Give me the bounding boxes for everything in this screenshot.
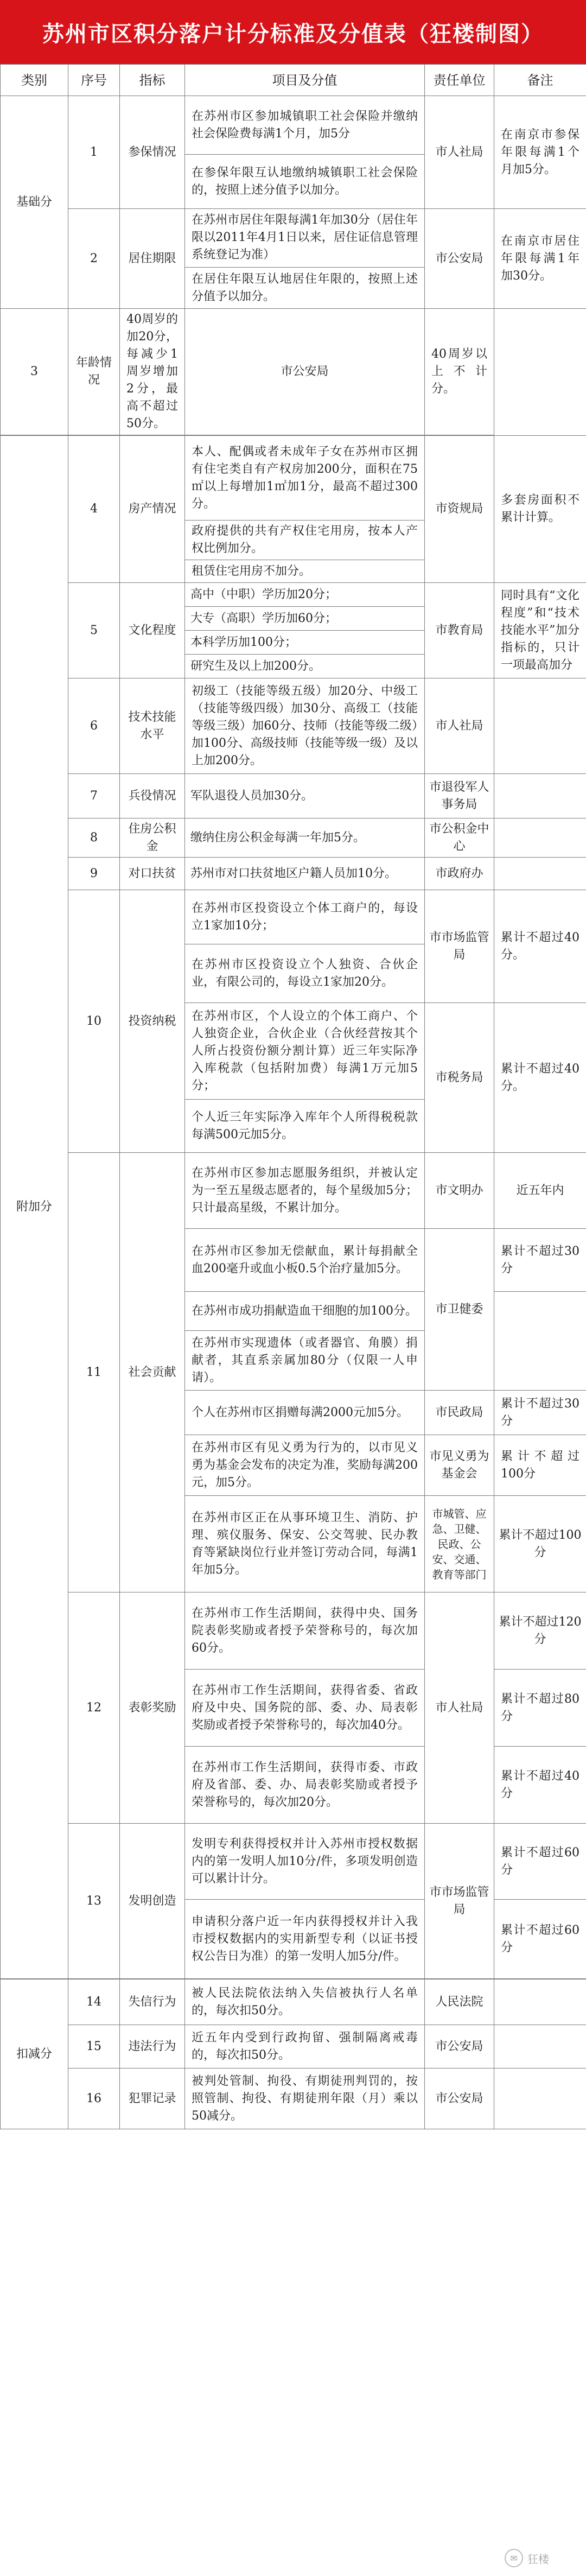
row-number: 6 (68, 678, 120, 774)
score-table (0, 64, 586, 435)
note-text: 累计不超过40分。 (494, 1003, 586, 1153)
table-row (1, 858, 586, 890)
indicator-name: 投资纳税 (120, 890, 185, 1153)
note-text (494, 819, 586, 858)
table-row (1, 819, 586, 858)
table-row (1, 1824, 586, 1900)
item-text: 在苏州市区参加志愿服务组织，并被认定为一至五星级志愿者的，每个星级加5分；只计最高星级，不累计加分。 (185, 1153, 425, 1229)
row-number: 13 (68, 1824, 120, 1979)
item-text: 在苏州市成功捐献造血干细胞的加100分。 (185, 1292, 425, 1331)
responsible-unit: 市人社局 (425, 96, 494, 209)
note-text: 同时具有“文化程度”和“技术技能水平”加分指标的，只计一项最高加分 (494, 583, 586, 678)
indicator-name: 发明创造 (120, 1824, 185, 1979)
item-text: 在苏州市工作生活期间，获得市委、市政府及省部、委、办、局表彰奖励或者授予荣誉称号的，每次加20分。 (185, 1747, 425, 1824)
item-text: 在苏州市居住年限每满1年加30分（居住年限以2011年4月1日以来，居住证信息管理系统登记为准） (192, 213, 418, 262)
responsible-unit: 市见义勇为基金会 (425, 1435, 494, 1496)
item-text: 军队退役人员加30分。 (185, 774, 425, 819)
note-text: 在南京市居住年限每满1年加30分。 (494, 209, 586, 309)
responsible-unit: 人民法院 (425, 1979, 494, 2025)
row-number: 11 (68, 1153, 120, 1592)
responsible-unit: 市人社局 (425, 678, 494, 774)
indicator-name: 文化程度 (120, 583, 185, 678)
responsible-unit: 市城管、应急、卫健、民政、公安、交通、教育等部门 (425, 1496, 494, 1592)
header-notes: 备注 (494, 65, 586, 96)
item-text: 苏州市对口扶贫地区户籍人员加10分。 (185, 858, 425, 890)
indicator-name: 违法行为 (120, 2025, 185, 2069)
row-number: 2 (68, 209, 120, 309)
responsible-unit: 市政府办 (425, 858, 494, 890)
note-text: 累计不超过100分 (494, 1435, 586, 1496)
note-text: 40周岁以上不计分。 (425, 309, 494, 435)
indicator-name: 住房公积金 (120, 819, 185, 858)
indicator-name: 失信行为 (120, 1979, 185, 2025)
row-number: 3 (1, 309, 68, 435)
note-text: 累计不超过60分 (494, 1824, 586, 1900)
note-text: 累计不超过30分 (494, 1229, 586, 1292)
row-number: 14 (68, 1979, 120, 2025)
item-text: 在苏州市区参加无偿献血，累计每捐献全血200毫升或血小板0.5个治疗量加5分。 (185, 1229, 425, 1292)
header-unit: 责任单位 (425, 65, 494, 96)
category-deduction: 扣减分 (1, 1979, 68, 2129)
responsible-unit: 市市场监管局 (425, 1824, 494, 1979)
item-text: 在苏州市区投资设立个人独资、合伙企业，有限公司的，每设立1家加20分。 (185, 944, 425, 1003)
responsible-unit: 市市场监管局 (425, 890, 494, 1003)
responsible-unit: 市卫健委 (425, 1229, 494, 1391)
item-text: 本科学历加100分； (185, 631, 425, 655)
indicator-name: 对口扶贫 (120, 858, 185, 890)
row-number: 4 (68, 436, 120, 583)
note-text: 近五年内 (494, 1153, 586, 1229)
note-empty (494, 1292, 586, 1391)
table-row (1, 2069, 586, 2129)
indicator-name: 社会贡献 (120, 1153, 185, 1592)
responsible-unit: 市公安局 (425, 2025, 494, 2069)
note-text: 累计不超过100分 (494, 1496, 586, 1592)
item-text: 在苏州市区投资设立个体工商户的，每设立1家加10分； (185, 890, 425, 944)
responsible-unit: 市公积金中心 (425, 819, 494, 858)
item-cell (185, 209, 425, 309)
page-title: 苏州市区积分落户计分标准及分值表（狂楼制图） (0, 0, 586, 64)
table-row (1, 209, 586, 309)
score-table-deduction (0, 1979, 586, 2129)
item-text: 高中（中职）学历加20分； (185, 583, 425, 607)
responsible-unit: 市民政局 (425, 1391, 494, 1435)
item-text: 研究生及以上加200分。 (185, 655, 425, 678)
note-text: 累计不超过60分 (494, 1900, 586, 1979)
note-text (494, 858, 586, 890)
responsible-unit: 市教育局 (425, 583, 494, 678)
responsible-unit: 市资规局 (425, 436, 494, 583)
responsible-unit: 市公安局 (425, 209, 494, 309)
item-text: 缴纳住房公积金每满一年加5分。 (185, 819, 425, 858)
item-text: 被人民法院依法纳入失信被执行人名单的，每次扣50分。 (185, 1979, 425, 2025)
indicator-name: 犯罪记录 (120, 2069, 185, 2129)
row-number: 12 (68, 1592, 120, 1824)
table-row (1, 2025, 586, 2069)
item-text: 在苏州市区正在从事环境卫生、消防、护理、殡仪服务、保安、公交驾驶、民办教育等紧缺岗位行业并签订劳动合同，每满1年加5分。 (185, 1496, 425, 1592)
note-text: 累计不超过30分 (494, 1391, 586, 1435)
item-text: 本人、配偶或者未成年子女在苏州市区拥有住宅类自有产权房加200分，面积在75㎡以上每增加1㎡加1分，最高不超过300分。 (185, 436, 425, 521)
row-number: 7 (68, 774, 120, 819)
note-text: 累计不超过120分 (494, 1592, 586, 1670)
row-number: 9 (68, 858, 120, 890)
watermark-text: 狂楼 (527, 2552, 549, 2566)
row-number: 15 (68, 2025, 120, 2069)
item-text: 在苏州市区参加城镇职工社会保险并缴纳社会保险费每满1个月，加5分 (185, 96, 425, 155)
table-row (1, 1153, 586, 1229)
item-text: 政府提供的共有产权住宅用房，按本人产权比例加分。 (185, 521, 425, 560)
indicator-name: 居住期限 (120, 209, 185, 309)
responsible-unit: 市文明办 (425, 1153, 494, 1229)
item-text: 初级工（技能等级五级）加20分、中级工（技能等级四级）加30分、高级工（技能等级三级）加60分、技师（技能等级二级）加100分、高级技师（技能等级一级）及以上加200分。 (185, 678, 425, 774)
header-number: 序号 (68, 65, 120, 96)
wechat-icon: ✉ (505, 2549, 523, 2567)
note-text: 累计不超过40分。 (494, 890, 586, 1003)
table-row (1, 1979, 586, 2025)
item-text: 被判处管制、拘役、有期徒刑判罚的，按照管制、拘役、有期徒刑年限（月）乘以50减分。 (185, 2069, 425, 2129)
responsible-unit: 市公安局 (185, 309, 425, 435)
indicator-name: 参保情况 (120, 96, 185, 209)
header-items: 项目及分值 (185, 65, 425, 96)
score-table-additional (0, 435, 586, 1979)
note-text: 多套房面积不累计计算。 (494, 436, 586, 583)
indicator-name: 表彰奖励 (120, 1592, 185, 1824)
table-row (1, 583, 586, 607)
item-text: 个人近三年实际净入库年个人所得税税款每满500元加5分。 (185, 1100, 425, 1153)
table-row (1, 890, 586, 944)
note-text (494, 774, 586, 819)
note-text (494, 1979, 586, 2025)
table-header-row (1, 65, 586, 96)
indicator-name: 房产情况 (120, 436, 185, 583)
table-row (1, 1592, 586, 1670)
header-indicator: 指标 (120, 65, 185, 96)
item-text: 近五年内受到行政拘留、强制隔离戒毒的，每次扣50分。 (185, 2025, 425, 2069)
row-number: 10 (68, 890, 120, 1153)
indicator-name: 技术技能水平 (120, 678, 185, 774)
item-text: 大专（高职）学历加60分； (185, 607, 425, 631)
item-text: 在居住年限互认地居住年限的，按照上述分值予以加分。 (185, 267, 424, 306)
note-text (494, 2025, 586, 2069)
responsible-unit: 市税务局 (425, 1003, 494, 1153)
note-text: 累计不超过40分 (494, 1747, 586, 1824)
note-text (494, 2069, 586, 2129)
category-basic: 基础分 (1, 96, 68, 309)
responsible-unit: 市公安局 (425, 2069, 494, 2129)
item-text: 发明专利获得授权并计入苏州市授权数据内的第一发明人加10分/件，多项发明创造可以累计计分。 (185, 1824, 425, 1900)
row-number: 5 (68, 583, 120, 678)
item-text: 在苏州市区有见义勇为行为的，以市见义勇为基金会发布的决定为准，奖励每满200元，加5分。 (185, 1435, 425, 1496)
category-additional: 附加分 (1, 436, 68, 1979)
table-row (1, 774, 586, 819)
indicator-name: 兵役情况 (120, 774, 185, 819)
watermark (505, 2546, 578, 2571)
row-number: 8 (68, 819, 120, 858)
indicator-name: 年龄情况 (68, 309, 120, 435)
header-category: 类别 (1, 65, 68, 96)
item-text: 在苏州市区，个人设立的个体工商户、个人独资企业，合伙企业（合伙经营按其个人所占投资份额分割计算）近三年实际净入库税款（包括附加费）每满1万元加5分； (185, 1003, 425, 1100)
table-row (1, 436, 586, 521)
table-row (1, 309, 586, 435)
item-text: 在苏州市工作生活期间，获得省委、省政府及中央、国务院的部、委、办、局表彰奖励或者授予荣誉称号的，每次加40分。 (185, 1670, 425, 1747)
note-text: 在南京市参保年限每满1个月加5分。 (494, 96, 586, 209)
row-number: 1 (68, 96, 120, 209)
table-row (1, 96, 586, 155)
item-text: 在苏州市实现遗体（或者器官、角膜）捐献者，其直系亲属加80分（仅限一人申请）。 (185, 1331, 425, 1391)
responsible-unit: 市退役军人事务局 (425, 774, 494, 819)
item-text: 租赁住宅用房不加分。 (185, 560, 425, 583)
table-row (1, 678, 586, 774)
note-text (494, 678, 586, 774)
row-number: 16 (68, 2069, 120, 2129)
item-text: 在苏州市工作生活期间，获得中央、国务院表彰奖励或者授予荣誉称号的，每次加60分。 (185, 1592, 425, 1670)
item-text: 在参保年限互认地缴纳城镇职工社会保险的，按照上述分值予以加分。 (185, 155, 425, 209)
responsible-unit: 市人社局 (425, 1592, 494, 1824)
item-text: 40周岁的加20分，每减少1周岁增加2分，最高不超过50分。 (120, 309, 185, 435)
item-text: 个人在苏州市区捐赠每满2000元加5分。 (185, 1391, 425, 1435)
note-text: 累计不超过80分 (494, 1670, 586, 1747)
item-text: 申请积分落户近一年内获得授权并计入我市授权数据内的实用新型专利（以证书授权公告日为准）的第一发明人加5分/件。 (185, 1900, 425, 1979)
